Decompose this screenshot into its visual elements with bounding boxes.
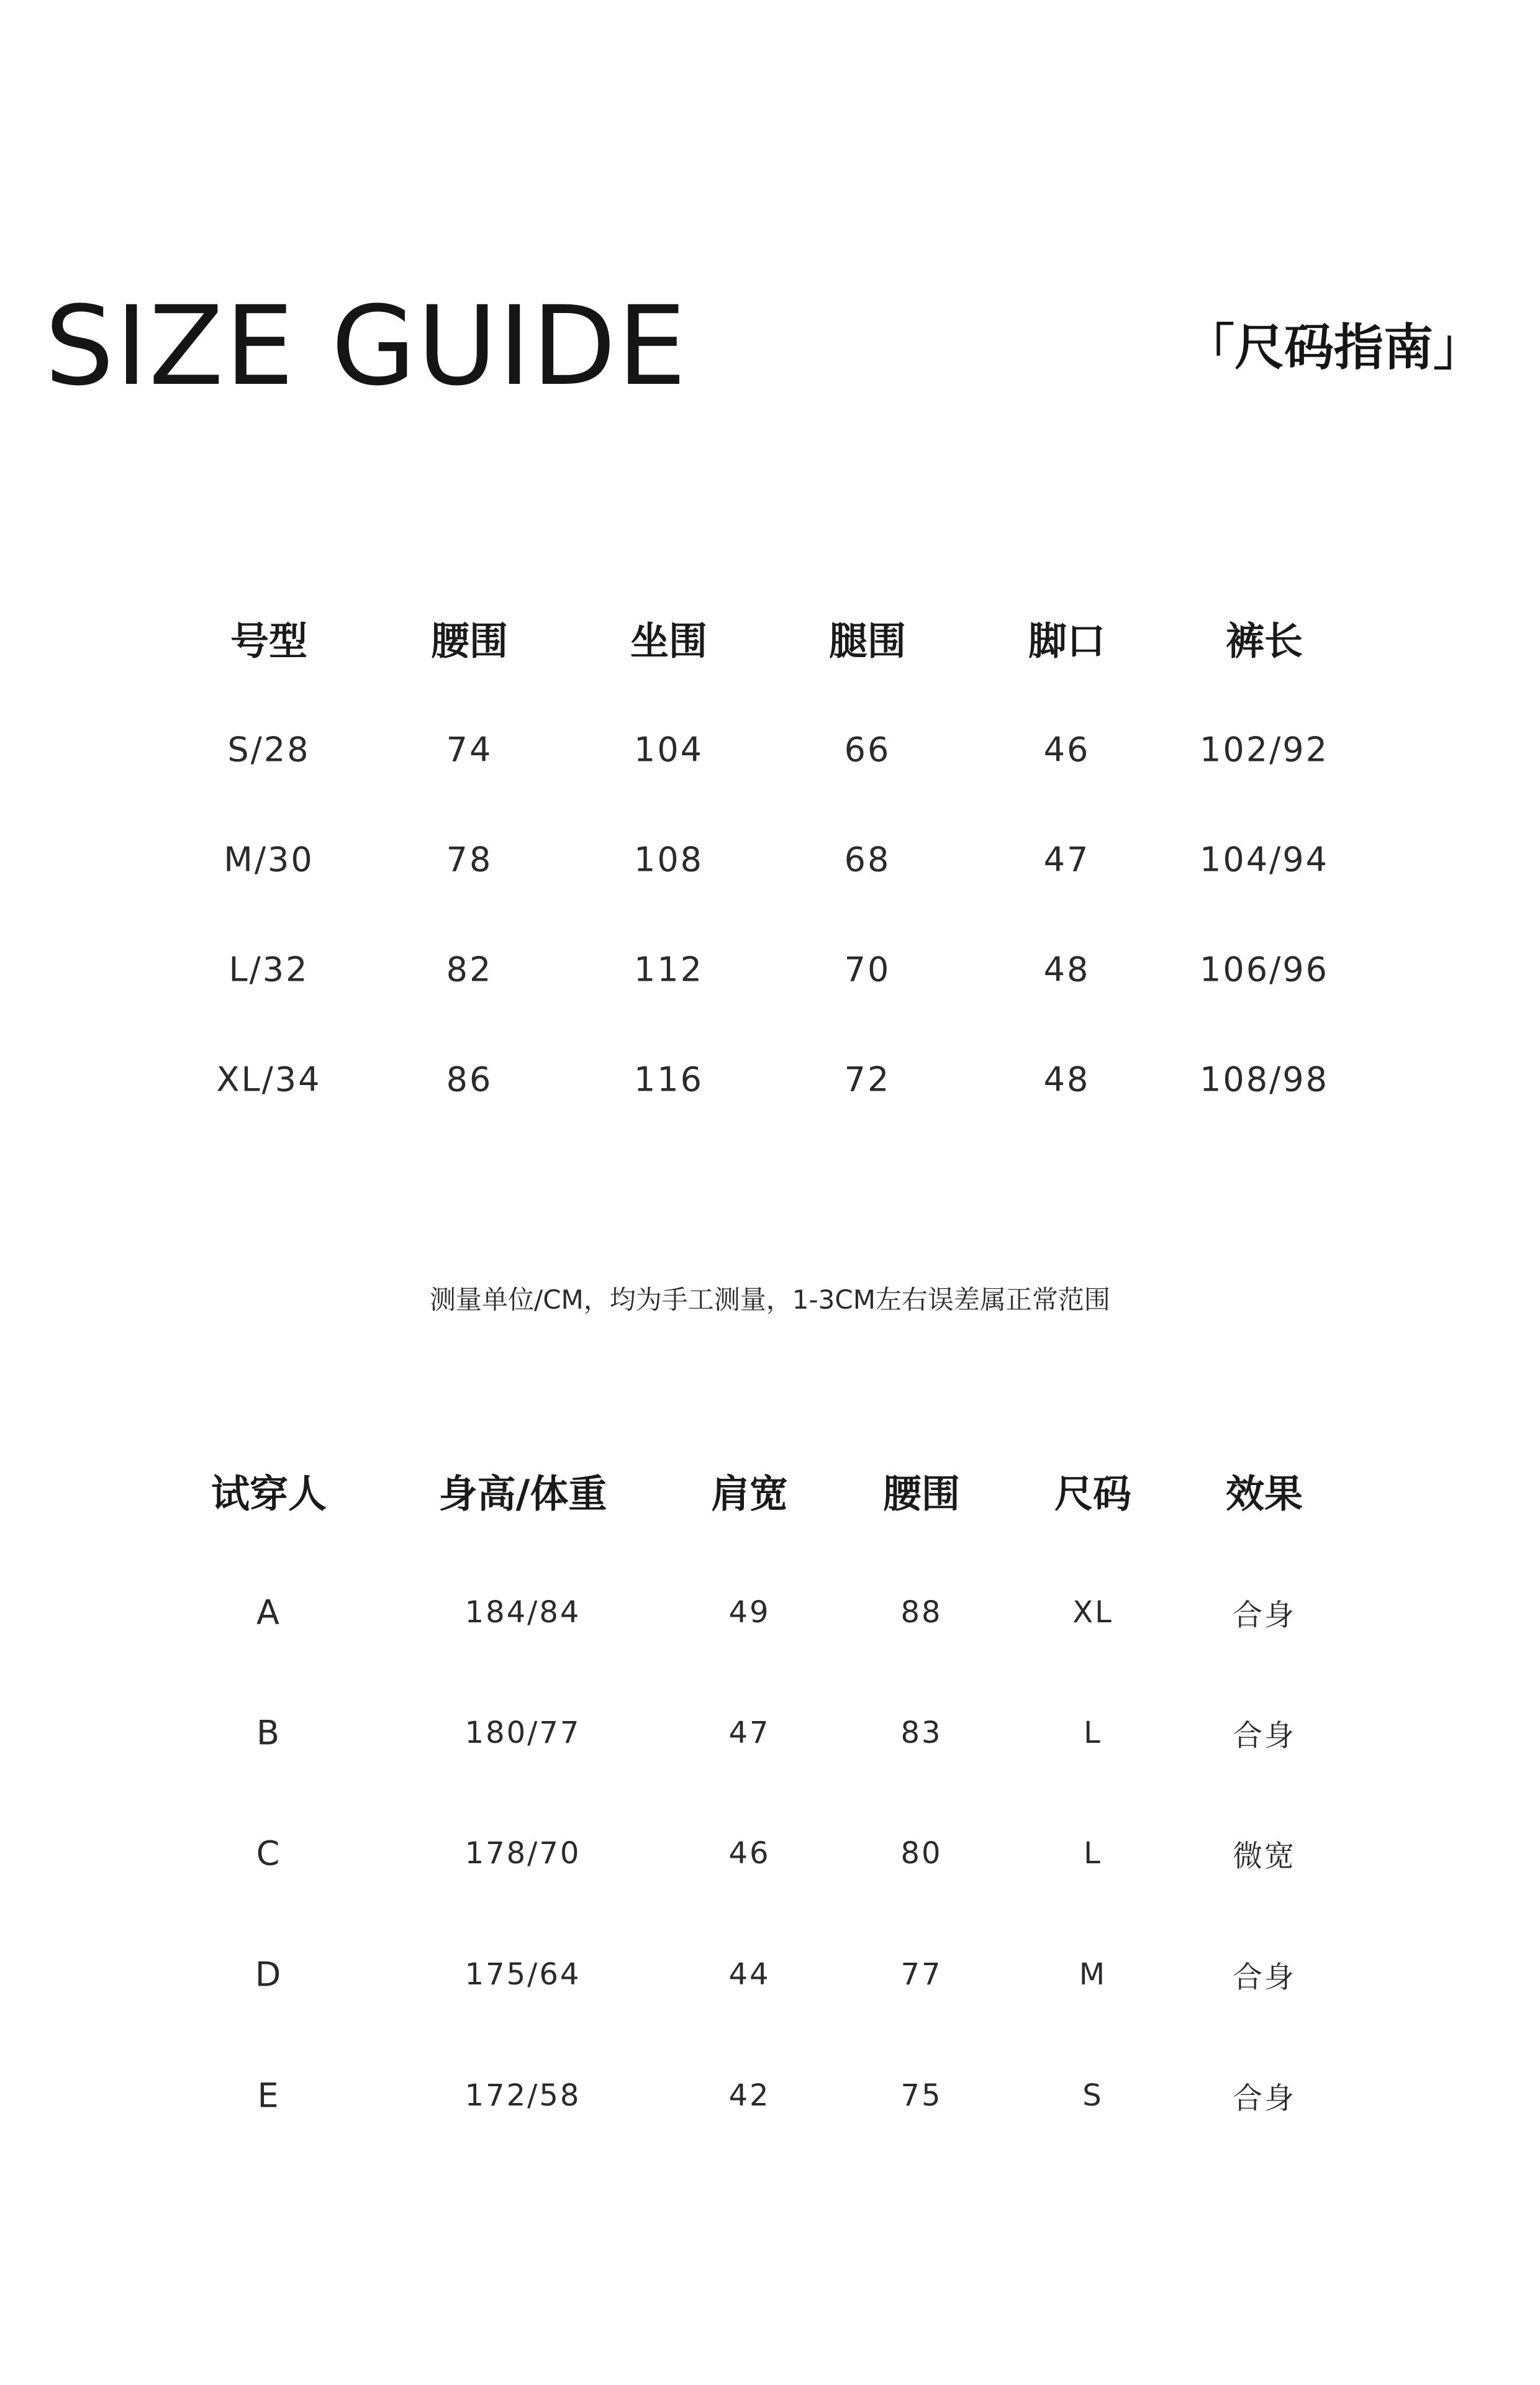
size-table-header: 裤长 xyxy=(1225,618,1303,664)
model-cell: 80 xyxy=(900,1836,943,1871)
model-cell: 46 xyxy=(728,1836,771,1871)
size-cell: XL/34 xyxy=(216,1060,322,1099)
size-table-header: 号型 xyxy=(230,618,308,664)
model-cell: M xyxy=(1079,1957,1107,1992)
model-cell: S xyxy=(1082,2078,1103,2113)
model-cell: L xyxy=(1084,1836,1102,1871)
model-table-header: 身高/体重 xyxy=(438,1471,607,1517)
model-cell: L xyxy=(1084,1715,1102,1750)
model-cell: 83 xyxy=(900,1715,943,1750)
model-cell: 75 xyxy=(900,2078,943,2113)
size-cell: 108/98 xyxy=(1200,1060,1329,1099)
size-cell: 48 xyxy=(1043,950,1090,989)
model-cell: 172/58 xyxy=(464,2078,581,2113)
model-cell: 175/64 xyxy=(464,1957,581,1992)
model-table-header: 试穿人 xyxy=(211,1471,327,1517)
size-cell: M/30 xyxy=(224,840,314,879)
size-cell: 104 xyxy=(633,730,704,770)
size-cell: 74 xyxy=(446,730,493,770)
size-cell: 78 xyxy=(446,840,493,879)
model-cell: D xyxy=(255,1955,283,1994)
model-cell: B xyxy=(256,1713,282,1753)
model-cell: 180/77 xyxy=(464,1715,581,1750)
model-cell: 88 xyxy=(900,1595,943,1630)
size-cell: 68 xyxy=(844,840,891,879)
size-cell: 46 xyxy=(1043,730,1090,770)
size-cell: 86 xyxy=(446,1060,493,1099)
size-cell: 47 xyxy=(1043,840,1090,879)
model-cell: 合身 xyxy=(1232,1960,1297,1995)
size-cell: L/32 xyxy=(229,950,309,989)
measurement-note: 测量单位/CM，均为手工测量，1-3CM左右误差属正常范围 xyxy=(430,1284,1110,1315)
size-cell: 106/96 xyxy=(1200,950,1329,989)
size-table-header: 腰围 xyxy=(430,618,509,664)
model-table-header: 肩宽 xyxy=(710,1471,789,1517)
model-cell: 44 xyxy=(728,1957,771,1992)
size-cell: 48 xyxy=(1043,1060,1090,1099)
model-cell: A xyxy=(256,1592,281,1632)
model-cell: 微宽 xyxy=(1232,1838,1297,1874)
model-cell: 49 xyxy=(728,1595,771,1630)
size-table-header: 腿围 xyxy=(828,618,907,664)
model-cell: XL xyxy=(1072,1595,1113,1630)
model-cell: 184/84 xyxy=(464,1595,581,1630)
size-cell: 66 xyxy=(844,730,891,770)
model-cell: C xyxy=(256,1833,282,1873)
size-cell: 104/94 xyxy=(1200,840,1329,879)
model-cell: 42 xyxy=(728,2078,771,2113)
size-cell: 116 xyxy=(633,1060,704,1099)
model-cell: 合身 xyxy=(1232,2081,1297,2116)
model-cell: 合身 xyxy=(1232,1597,1297,1633)
size-cell: 112 xyxy=(633,950,704,989)
model-table-header: 效果 xyxy=(1225,1471,1303,1517)
model-cell: 47 xyxy=(728,1715,771,1750)
size-cell: 108 xyxy=(633,840,704,879)
page-subtitle: 「尺码指南」 xyxy=(1185,319,1483,376)
size-cell: 82 xyxy=(446,950,493,989)
size-cell: 102/92 xyxy=(1200,730,1329,770)
model-cell: 合身 xyxy=(1232,1718,1297,1753)
model-table-header: 腰围 xyxy=(882,1471,961,1517)
model-cell: 178/70 xyxy=(464,1836,581,1871)
page-title: SIZE GUIDE xyxy=(45,283,688,410)
size-cell: 72 xyxy=(844,1060,891,1099)
model-cell: 77 xyxy=(900,1957,943,1992)
model-table-header: 尺码 xyxy=(1054,1471,1132,1517)
model-cell: E xyxy=(257,2076,281,2115)
size-cell: 70 xyxy=(844,950,891,989)
size-table-header: 脚口 xyxy=(1028,618,1106,664)
size-table-header: 坐围 xyxy=(630,618,708,664)
size-cell: S/28 xyxy=(227,730,310,770)
